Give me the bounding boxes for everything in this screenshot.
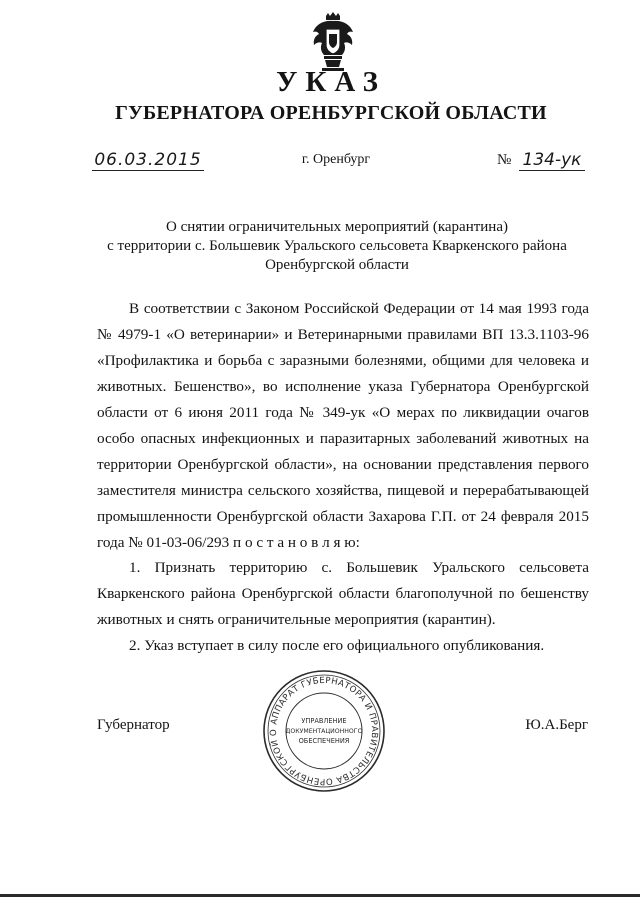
stamp-inner-line: ОБЕСПЕЧЕНИЯ: [298, 737, 350, 745]
stamp-inner-line: УПРАВЛЕНИЕ: [301, 717, 347, 725]
number-sign: №: [497, 152, 512, 168]
coat-of-arms-icon: [310, 12, 356, 72]
item-2-text: 2. Указ вступает в силу после его официального опубликования.: [129, 637, 545, 654]
official-stamp: [260, 667, 388, 795]
decree-date: 06.03.2015: [92, 150, 204, 171]
page-bottom-border: [0, 894, 640, 897]
preamble-text: В соответствии с Законом Российской Федерации от 14 мая 1993 года № 4979-1 «О ветеринарии» и Ветеринарными правилами ВП 13.3.1103-96 «Профилактика и борьба с заразными болезнями, общими для человека и животных. Бешенство», во исполнение указа Губернатора Оренбургской области от 6 июня 2011 года № 349-ук «О мерах по ликвидации очагов особо опасных инфекционных и паразитарных заболеваний животных на территории Оренбургской области», на основании представления первого заместителя министра сельского хозяйства, пищевой и перерабатывающей промышленности Оренбургской области Захарова Г.П. от 24 февраля 2015 года № 01-03-06/293 п о с т а н о в л я ю:: [97, 300, 589, 551]
decree-item-2: [97, 633, 589, 659]
signatory-position: Губернатор: [97, 717, 170, 733]
document-type-title: УКАЗ: [276, 66, 386, 98]
item-1-text: 1. Признать территорию с. Большевик Уральского сельсовета Кваркенского района Оренбургской области благополучной по бешенству животных и снять ограничительные мероприятия (карантин).: [97, 559, 589, 628]
subject-line: Оренбургской области: [265, 257, 409, 273]
stamp-inner-line: ДОКУМЕНТАЦИОННОГО: [285, 728, 363, 735]
decree-number-block: [497, 150, 589, 172]
subject-line: с территории с. Большевик Уральского сельсовета Кваркенского района: [107, 238, 567, 254]
stamp-outer-text: АППАРАТ ГУБЕРНАТОРА И ПРАВИТЕЛЬСТВА ОРЕНБУРГСКОЙ О: [268, 675, 380, 787]
subject-line: О снятии ограничительных мероприятий (карантина): [166, 219, 508, 235]
decree-number: 134-ук: [519, 150, 585, 171]
signatory-name: Ю.А.Берг: [525, 717, 588, 733]
decree-subject: [100, 218, 574, 275]
decree-preamble: [97, 296, 589, 556]
decree-item-1: [97, 555, 589, 633]
issuer-title: ГУБЕРНАТОРА ОРЕНБУРГСКОЙ ОБЛАСТИ: [115, 102, 547, 124]
decree-city: г. Оренбург: [301, 152, 371, 167]
